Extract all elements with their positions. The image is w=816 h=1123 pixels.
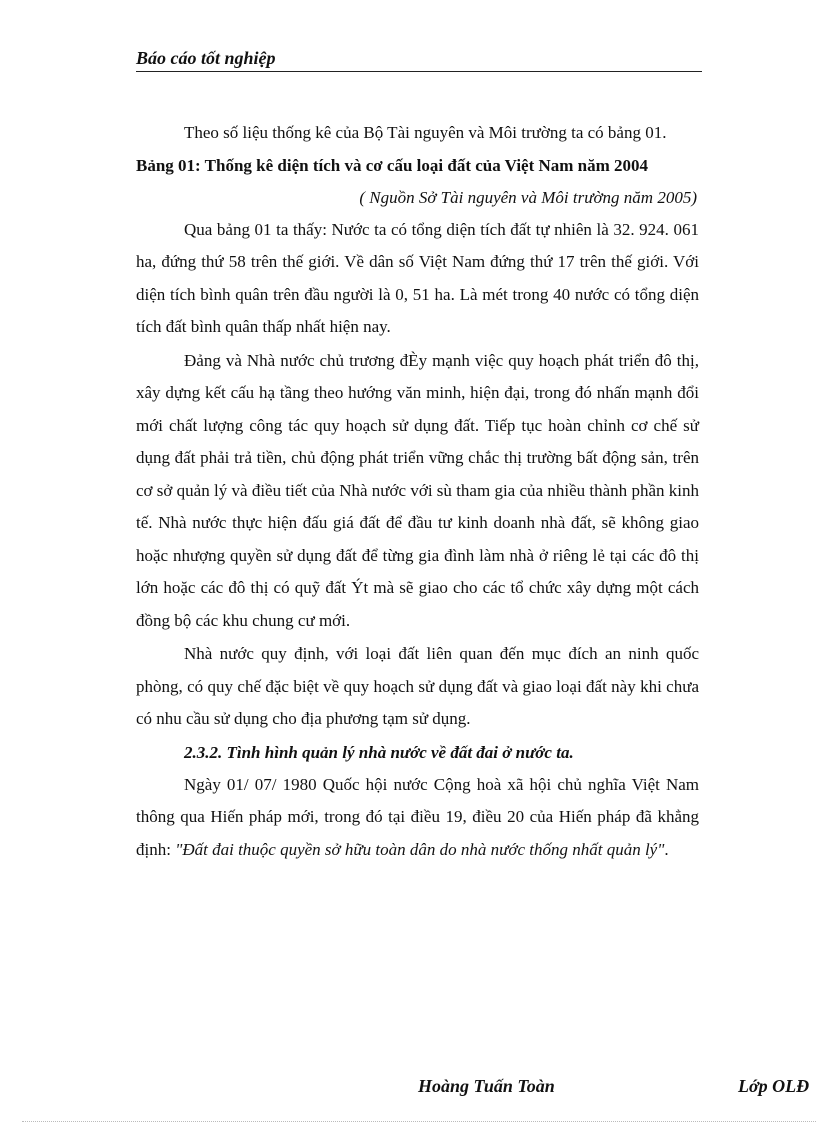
page-header-title: Báo cáo tốt nghiệp bbox=[136, 48, 276, 68]
constitution-quote: "Đất đai thuộc quyền sở hữu toàn dân do nhà nước thống nhất quản lý" bbox=[175, 839, 665, 859]
section-heading: 2.3.2. Tình hình quản lý nhà nước về đất đai ở nước ta. bbox=[184, 742, 574, 762]
paragraph-1: Qua bảng 01 ta thấy: Nước ta có tổng diện tích đất tự nhiên là 32. 924. 061 ha, đứng thứ 58 trên thế giới. Về dân số Việt Nam đứng thứ 17 trên thế giới. Với diện tích bình quân trên đầu người là 0, 51 ha. Là mét trong 40 nước có tổng diện tích đất bình quân thấp nhất hiện nay. bbox=[136, 219, 699, 336]
paragraph-3: Nhà nước quy định, với loại đất liên quan đến mục đích an ninh quốc phòng, có quy chế đặc biệt về quy hoạch sử dụng đất và giao loại đất này khi chưa có nhu cầu sử dụng cho địa phương tạm sử dụng. bbox=[136, 644, 699, 728]
footer-class: Lớp OLĐ bbox=[738, 1076, 810, 1096]
table-source: ( Nguồn Sở Tài nguyên và Môi trường năm 2005) bbox=[359, 187, 697, 207]
footer-author: Hoàng Tuấn Toàn bbox=[418, 1076, 555, 1096]
paragraph-2: Đảng và Nhà nước chủ trương đÈy mạnh việc quy hoạch phát triển đô thị, xây dựng kết cấu hạ tầng theo hướng văn minh, hiện đại, trong đó nhấn mạnh đổi mới chất lượng công tác quy hoạch sử dụng đất. Tiếp tục hoàn chỉnh cơ chế sử dụng đất phải trả tiền, chủ động phát triển vững chắc thị trường bất động sản, trên cơ sở quản lý và điều tiết của Nhà nước với sù tham gia của nhiều thành phần kinh tế. Nhà nước thực hiện đấu giá đất để đầu tư kinh doanh nhà đất, sẽ không giao hoặc nhượng quyền sử dụng đất để từng gia đình làm nhà ở riêng lẻ tại các đô thị lớn hoặc các đô thị có quỹ đất Ýt mà sẽ giao cho các tổ chức xây dựng một cách đồng bộ các khu chung cư mới. bbox=[136, 350, 699, 630]
table-caption: Bảng 01: Thống kê diện tích và cơ cấu loại đất của Việt Nam năm 2004 bbox=[136, 155, 649, 175]
document-body bbox=[136, 117, 699, 866]
intro-paragraph: Theo số liệu thống kê của Bộ Tài nguyên và Môi trường ta có bảng 01. bbox=[184, 123, 667, 142]
paragraph-4-text: Ngày 01/ 07/ 1980 Quốc hội nước Cộng hoà xã hội chủ nghĩa Việt Nam thông qua Hiến pháp mới, trong đó tại điều 19, điều 20 của Hiến pháp đã khẳng định: bbox=[136, 774, 699, 859]
paragraph-4 bbox=[136, 769, 699, 867]
paragraph-4-end: . bbox=[664, 839, 669, 859]
header-rule bbox=[136, 71, 702, 72]
footer-divider bbox=[22, 1121, 816, 1122]
